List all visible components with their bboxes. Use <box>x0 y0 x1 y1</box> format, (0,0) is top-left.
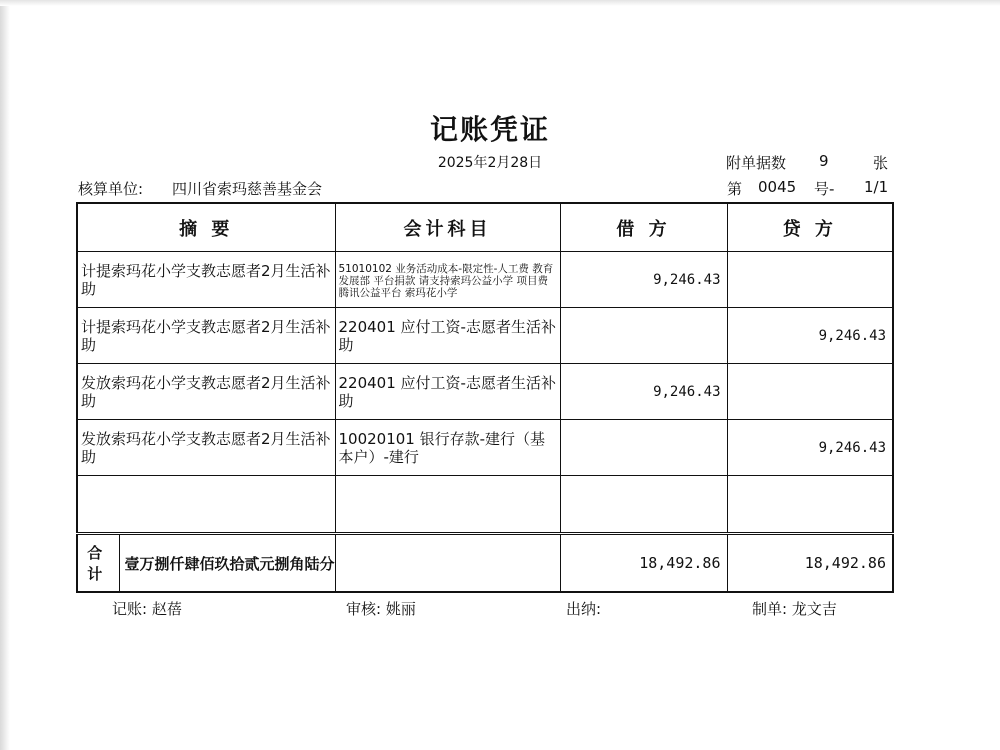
row-account: 220401 应付工资-志愿者生活补助 <box>335 308 560 364</box>
header-debit: 借 方 <box>560 203 727 252</box>
row-summary: 计提索玛花小学支教志愿者2月生活补助 <box>77 252 335 308</box>
table-row <box>77 308 893 364</box>
total-amount-words-text: 壹万捌仟肆佰玖拾贰元捌角陆分 <box>124 554 335 573</box>
voucher-no-number: 0045 <box>758 178 797 196</box>
unit-name: 四川省索玛慈善基金会 <box>172 180 323 198</box>
total-row <box>77 534 893 593</box>
total-amount-words <box>120 535 334 591</box>
table-row <box>77 420 893 476</box>
footer-bookkeeper: 记账: 赵蓓 <box>112 600 182 618</box>
row-debit <box>560 420 727 476</box>
header-summary: 摘 要 <box>77 203 335 252</box>
header-account: 会计科目 <box>335 203 560 252</box>
row-credit: 9,246.43 <box>727 308 893 364</box>
scan-edge-top <box>0 0 1000 6</box>
footer-cashier: 出纳: <box>566 600 602 618</box>
table-row <box>77 252 893 308</box>
blank-cell <box>77 476 335 534</box>
total-cell <box>77 534 335 593</box>
voucher-no-prefix: 第 <box>727 180 743 198</box>
row-debit: 9,246.43 <box>560 364 727 420</box>
blank-cell <box>727 476 893 534</box>
blank-row <box>77 476 893 534</box>
row-credit <box>727 252 893 308</box>
voucher-date: 2025年2月28日 <box>437 155 543 171</box>
row-debit <box>560 308 727 364</box>
total-words-overflow-cell <box>335 534 560 593</box>
footer-preparer: 制单: 龙文吉 <box>752 600 837 618</box>
unit-label: 核算单位: <box>78 180 144 198</box>
blank-cell <box>560 476 727 534</box>
table-row <box>77 364 893 420</box>
row-credit <box>727 364 893 420</box>
row-credit: 9,246.43 <box>727 420 893 476</box>
blank-cell <box>335 476 560 534</box>
voucher-page: 1/1 <box>864 178 889 196</box>
voucher-table <box>76 202 894 593</box>
attachments-unit: 张 <box>873 154 889 172</box>
header-credit: 贷 方 <box>727 203 893 252</box>
row-debit: 9,246.43 <box>560 252 727 308</box>
row-account: 51010102 业务活动成本-限定性-人工费 教育发展部 平台捐款 请支持索玛公益小学 项目费 腾讯公益平台 索玛花小学 <box>335 252 560 308</box>
voucher-title: 记账凭证 <box>429 113 550 146</box>
total-credit: 18,492.86 <box>727 534 893 593</box>
table-header-row <box>77 203 893 252</box>
row-account: 10020101 银行存款-建行（基本户）-建行 <box>335 420 560 476</box>
row-summary: 发放索玛花小学支教志愿者2月生活补助 <box>77 420 335 476</box>
attachments-count: 9 <box>819 152 829 170</box>
footer-reviewer: 审核: 姚丽 <box>346 600 416 618</box>
row-account: 220401 应付工资-志愿者生活补助 <box>335 364 560 420</box>
row-summary: 发放索玛花小学支教志愿者2月生活补助 <box>77 364 335 420</box>
total-label: 合 计 <box>78 535 120 591</box>
row-summary: 计提索玛花小学支教志愿者2月生活补助 <box>77 308 335 364</box>
attachments-label: 附单据数 <box>726 154 787 172</box>
total-debit: 18,492.86 <box>560 534 727 593</box>
voucher-no-suffix: 号- <box>814 180 835 198</box>
